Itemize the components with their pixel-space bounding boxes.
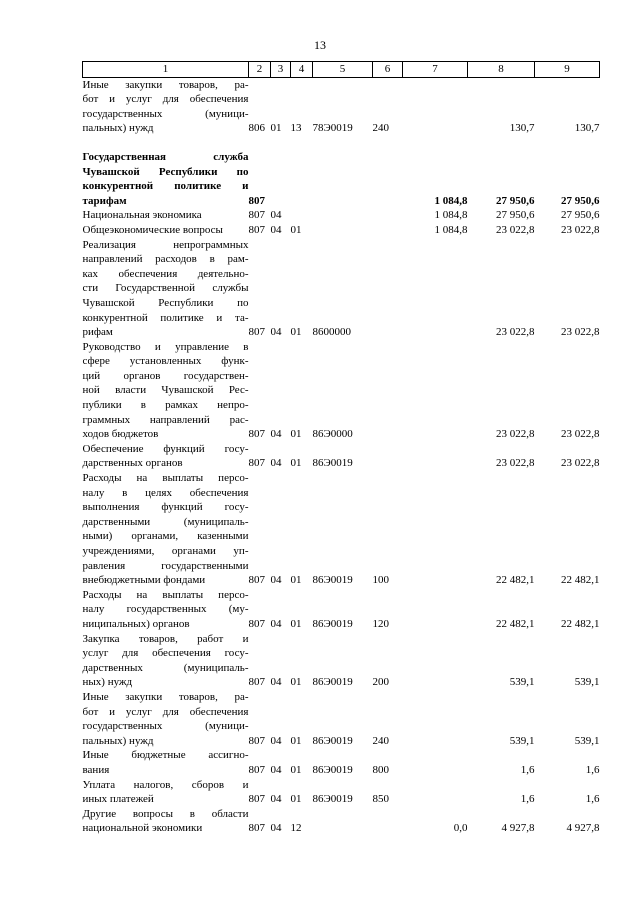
- row-name: [83, 748, 249, 777]
- page-number: 13: [314, 38, 326, 52]
- amount-col7: [403, 442, 468, 471]
- pr-cell: 01: [290, 326, 302, 339]
- csr-cell: 86Э0000: [312, 428, 353, 441]
- rz-cell: 04: [270, 223, 282, 236]
- csr-cell: 86Э0019: [312, 617, 353, 630]
- row-name-line: Чувашской Республики по: [82, 165, 249, 178]
- table-row: [83, 471, 600, 588]
- vr-cell: 850: [372, 793, 389, 806]
- row-name: [83, 807, 249, 836]
- row-name-line: конкурентной политике и: [82, 180, 249, 193]
- table-row: [83, 208, 600, 223]
- rz-cell: [271, 150, 291, 208]
- amount-col9: 1,6: [585, 763, 600, 776]
- row-name: [83, 690, 249, 748]
- csr-cell: 86Э0019: [312, 676, 353, 689]
- row-name-line: Иные закупки товаров, ра-: [82, 690, 249, 703]
- row-name-line: услуг для обеспечения госу-: [82, 647, 249, 660]
- csr-cell: 86Э0019: [312, 734, 353, 747]
- amount-col7: [403, 77, 468, 136]
- vr-cell: [373, 208, 403, 223]
- row-name-line: налу государственных (му-: [82, 603, 249, 616]
- amount-col9: 22 482,1: [561, 574, 600, 587]
- gr-cell: 807: [248, 194, 265, 207]
- vr-cell: 120: [372, 617, 389, 630]
- row-name-line: направлений расходов в рам-: [82, 253, 249, 266]
- header-cell: 4: [291, 62, 313, 78]
- header-cell: 7: [403, 62, 468, 78]
- amount-col9: 539,1: [574, 676, 600, 689]
- row-name-line: равления государственными: [82, 559, 249, 572]
- pr-cell: 01: [290, 428, 302, 441]
- row-name-line: бот и услуг для обеспечения: [82, 705, 249, 718]
- vr-cell: 800: [372, 763, 389, 776]
- row-name-line: тарифам: [82, 194, 127, 207]
- row-name-line: вания: [82, 763, 110, 776]
- row-name-line: публики в рамках непро-: [82, 399, 249, 412]
- csr-cell: [313, 208, 373, 223]
- csr-cell: 86Э0019: [312, 574, 353, 587]
- gr-cell: 807: [248, 676, 265, 689]
- rz-cell: 04: [270, 793, 282, 806]
- csr-cell: 78Э0019: [312, 122, 353, 135]
- rz-cell: 04: [270, 457, 282, 470]
- row-name-line: ках обеспечения деятельно-: [82, 267, 249, 280]
- vr-cell: 240: [372, 122, 389, 135]
- vr-cell: 240: [372, 734, 389, 747]
- table-row: [83, 778, 600, 807]
- row-spacer: [83, 136, 600, 150]
- csr-cell: 8600000: [312, 326, 351, 339]
- row-name: [83, 588, 249, 632]
- amount-col8: 130,7: [509, 122, 535, 135]
- gr-cell: 807: [248, 326, 265, 339]
- row-name-line: Расходы на выплаты персо-: [82, 588, 249, 601]
- row-name: [83, 150, 249, 208]
- pr-cell: 01: [290, 617, 302, 630]
- gr-cell: 806: [248, 122, 265, 135]
- amount-col9: 23 022,8: [561, 428, 600, 441]
- amount-col9: 130,7: [574, 122, 600, 135]
- row-name-line: Расходы на выплаты персо-: [82, 472, 249, 485]
- row-name: [83, 442, 249, 471]
- header-cell: 3: [271, 62, 291, 78]
- amount-col8: 27 950,6: [496, 194, 535, 207]
- csr-cell: 86Э0019: [312, 763, 353, 776]
- row-name-line: Иные бюджетные ассигно-: [82, 749, 249, 762]
- amount-col7: 1 084,8: [434, 194, 468, 207]
- row-name-line: Реализация непрограммных: [82, 238, 249, 251]
- row-name-line: национальной экономики: [82, 822, 203, 835]
- row-name-line: Обеспечение функций госу-: [82, 442, 249, 455]
- row-name-line: Общеэкономические вопросы: [82, 223, 223, 236]
- row-name-line: Закупка товаров, работ и: [82, 632, 249, 645]
- amount-col9: 4 927,8: [566, 822, 600, 835]
- amount-col7: [403, 471, 468, 588]
- pr-cell: [291, 150, 313, 208]
- vr-cell: [373, 340, 403, 442]
- gr-cell: 807: [248, 428, 265, 441]
- row-name: [83, 238, 249, 340]
- vr-cell: [373, 442, 403, 471]
- table-row: [83, 588, 600, 632]
- row-name-line: иных платежей: [82, 793, 154, 806]
- amount-col7: [403, 588, 468, 632]
- gr-cell: 807: [248, 617, 265, 630]
- row-name-line: дарственных (муниципаль-: [82, 661, 249, 674]
- row-name: [83, 471, 249, 588]
- row-name-line: внебюджетными фондами: [82, 574, 206, 587]
- row-name-line: рифам: [82, 326, 113, 339]
- gr-cell: 807: [248, 763, 265, 776]
- gr-cell: 807: [248, 457, 265, 470]
- amount-col8: 23 022,8: [496, 223, 535, 236]
- amount-col9: 27 950,6: [561, 194, 600, 207]
- gr-cell: 807: [248, 209, 265, 222]
- row-name-line: конкурентной политике и та-: [82, 311, 249, 324]
- row-name-line: Государственная служба: [82, 150, 249, 163]
- row-name: [83, 340, 249, 442]
- vr-cell: [373, 807, 403, 836]
- amount-col9: 23 022,8: [561, 223, 600, 236]
- amount-col8: 23 022,8: [496, 428, 535, 441]
- row-name-line: Другие вопросы в области: [82, 807, 249, 820]
- amount-col8: 1,6: [520, 763, 535, 776]
- row-name-line: дарственными (муниципаль-: [82, 515, 249, 528]
- header-cell: 6: [373, 62, 403, 78]
- amount-col8: 23 022,8: [496, 326, 535, 339]
- row-name-line: учреждениями, органами уп-: [82, 545, 249, 557]
- row-name-line: ными) органами, казенными: [82, 530, 249, 543]
- rz-cell: 04: [270, 734, 282, 747]
- amount-col8: 1,6: [520, 793, 535, 806]
- rz-cell: 01: [270, 122, 282, 135]
- amount-col7: [403, 778, 468, 807]
- row-name-line: пальных) нужд: [82, 122, 154, 135]
- pr-cell: 01: [290, 574, 302, 587]
- pr-cell: [291, 208, 313, 223]
- vr-cell: 100: [372, 574, 389, 587]
- amount-col8: 22 482,1: [496, 617, 535, 630]
- row-name-line: ниципальных) органов: [82, 617, 190, 630]
- row-name: [83, 208, 249, 223]
- header-cell: 9: [535, 62, 600, 78]
- budget-table: [82, 61, 600, 836]
- amount-col9: 23 022,8: [561, 457, 600, 470]
- amount-col8: 23 022,8: [496, 457, 535, 470]
- rz-cell: 04: [270, 617, 282, 630]
- rz-cell: 04: [270, 428, 282, 441]
- amount-col7: [403, 748, 468, 777]
- pr-cell: 01: [290, 676, 302, 689]
- amount-col7: [403, 238, 468, 340]
- gr-cell: 807: [248, 734, 265, 747]
- row-name-line: ной власти Чувашской Рес-: [82, 384, 249, 397]
- pr-cell: 01: [290, 763, 302, 776]
- table-header-row: [83, 62, 600, 78]
- table-row: [83, 442, 600, 471]
- amount-col9: 27 950,6: [561, 209, 600, 222]
- table-row: [83, 748, 600, 777]
- row-name-line: ций органов государствен-: [82, 369, 249, 382]
- row-name-line: государственных (муници-: [82, 720, 249, 733]
- pr-cell: 01: [290, 223, 302, 236]
- table-row: [83, 632, 600, 690]
- amount-col8: 539,1: [509, 734, 535, 747]
- amount-col8: 539,1: [509, 676, 535, 689]
- row-name-line: Чувашской Республики по: [82, 296, 249, 309]
- table-row: [83, 690, 600, 748]
- amount-col7: 1 084,8: [434, 223, 468, 236]
- table-row: [83, 223, 600, 238]
- gr-cell: 807: [248, 574, 265, 587]
- header-cell: 2: [249, 62, 271, 78]
- header-cell: 8: [468, 62, 535, 78]
- amount-col7: [403, 690, 468, 748]
- pr-cell: 01: [290, 793, 302, 806]
- vr-cell: 200: [372, 676, 389, 689]
- gr-cell: 807: [248, 822, 265, 835]
- row-name: [83, 632, 249, 690]
- rz-cell: 04: [270, 209, 282, 222]
- table-row: [83, 807, 600, 836]
- pr-cell: 12: [290, 822, 302, 835]
- amount-col9: 22 482,1: [561, 617, 600, 630]
- csr-cell: 86Э0019: [312, 457, 353, 470]
- row-name-line: ных) нужд: [82, 676, 133, 689]
- row-name: [83, 223, 249, 238]
- row-name-line: Руководство и управление в: [82, 340, 249, 353]
- row-name-line: сти Государственной службы: [82, 282, 249, 295]
- rz-cell: 04: [270, 763, 282, 776]
- row-name-line: ходов бюджетов: [82, 428, 159, 441]
- amount-col7: [403, 632, 468, 690]
- amount-col7: 1 084,8: [434, 209, 468, 222]
- rz-cell: 04: [270, 822, 282, 835]
- rz-cell: 04: [270, 574, 282, 587]
- row-name-line: дарственных органов: [82, 457, 183, 470]
- row-name-line: Национальная экономика: [82, 209, 202, 222]
- gr-cell: 807: [248, 793, 265, 806]
- vr-cell: [373, 238, 403, 340]
- pr-cell: 01: [290, 734, 302, 747]
- table-row: [83, 77, 600, 136]
- amount-col9: 23 022,8: [561, 326, 600, 339]
- pr-cell: 01: [290, 457, 302, 470]
- gr-cell: 807: [248, 223, 265, 236]
- header-cell: 5: [313, 62, 373, 78]
- amount-col7: [403, 340, 468, 442]
- row-name-line: Уплата налогов, сборов и: [82, 778, 249, 791]
- row-name-line: пальных) нужд: [82, 734, 154, 747]
- row-name: [83, 77, 249, 136]
- row-name-line: государственных (муници-: [82, 107, 249, 120]
- amount-col8: 4 927,8: [501, 822, 535, 835]
- row-name-line: налу в целях обеспечения: [82, 486, 249, 499]
- rz-cell: 04: [270, 326, 282, 339]
- row-name-line: граммных направлений рас-: [82, 413, 249, 426]
- row-name: [83, 778, 249, 807]
- csr-cell: 86Э0019: [312, 793, 353, 806]
- table-row: [83, 238, 600, 340]
- row-name-line: сфере установленных функ-: [82, 355, 249, 368]
- vr-cell: [373, 150, 403, 208]
- amount-col7: 0,0: [453, 822, 468, 835]
- row-name-line: выполнения функций госу-: [82, 501, 249, 514]
- vr-cell: [373, 223, 403, 238]
- amount-col9: 539,1: [574, 734, 600, 747]
- rz-cell: 04: [270, 676, 282, 689]
- amount-col8: 22 482,1: [496, 574, 535, 587]
- csr-cell: [313, 150, 373, 208]
- pr-cell: 13: [290, 122, 302, 135]
- table-row: [83, 340, 600, 442]
- csr-cell: [313, 223, 373, 238]
- table-row: [83, 150, 600, 208]
- row-name-line: бот и услуг для обеспечения: [82, 93, 249, 106]
- row-name-line: Иные закупки товаров, ра-: [82, 78, 249, 91]
- csr-cell: [313, 807, 373, 836]
- amount-col8: 27 950,6: [496, 209, 535, 222]
- header-cell: 1: [83, 62, 249, 78]
- amount-col9: 1,6: [585, 793, 600, 806]
